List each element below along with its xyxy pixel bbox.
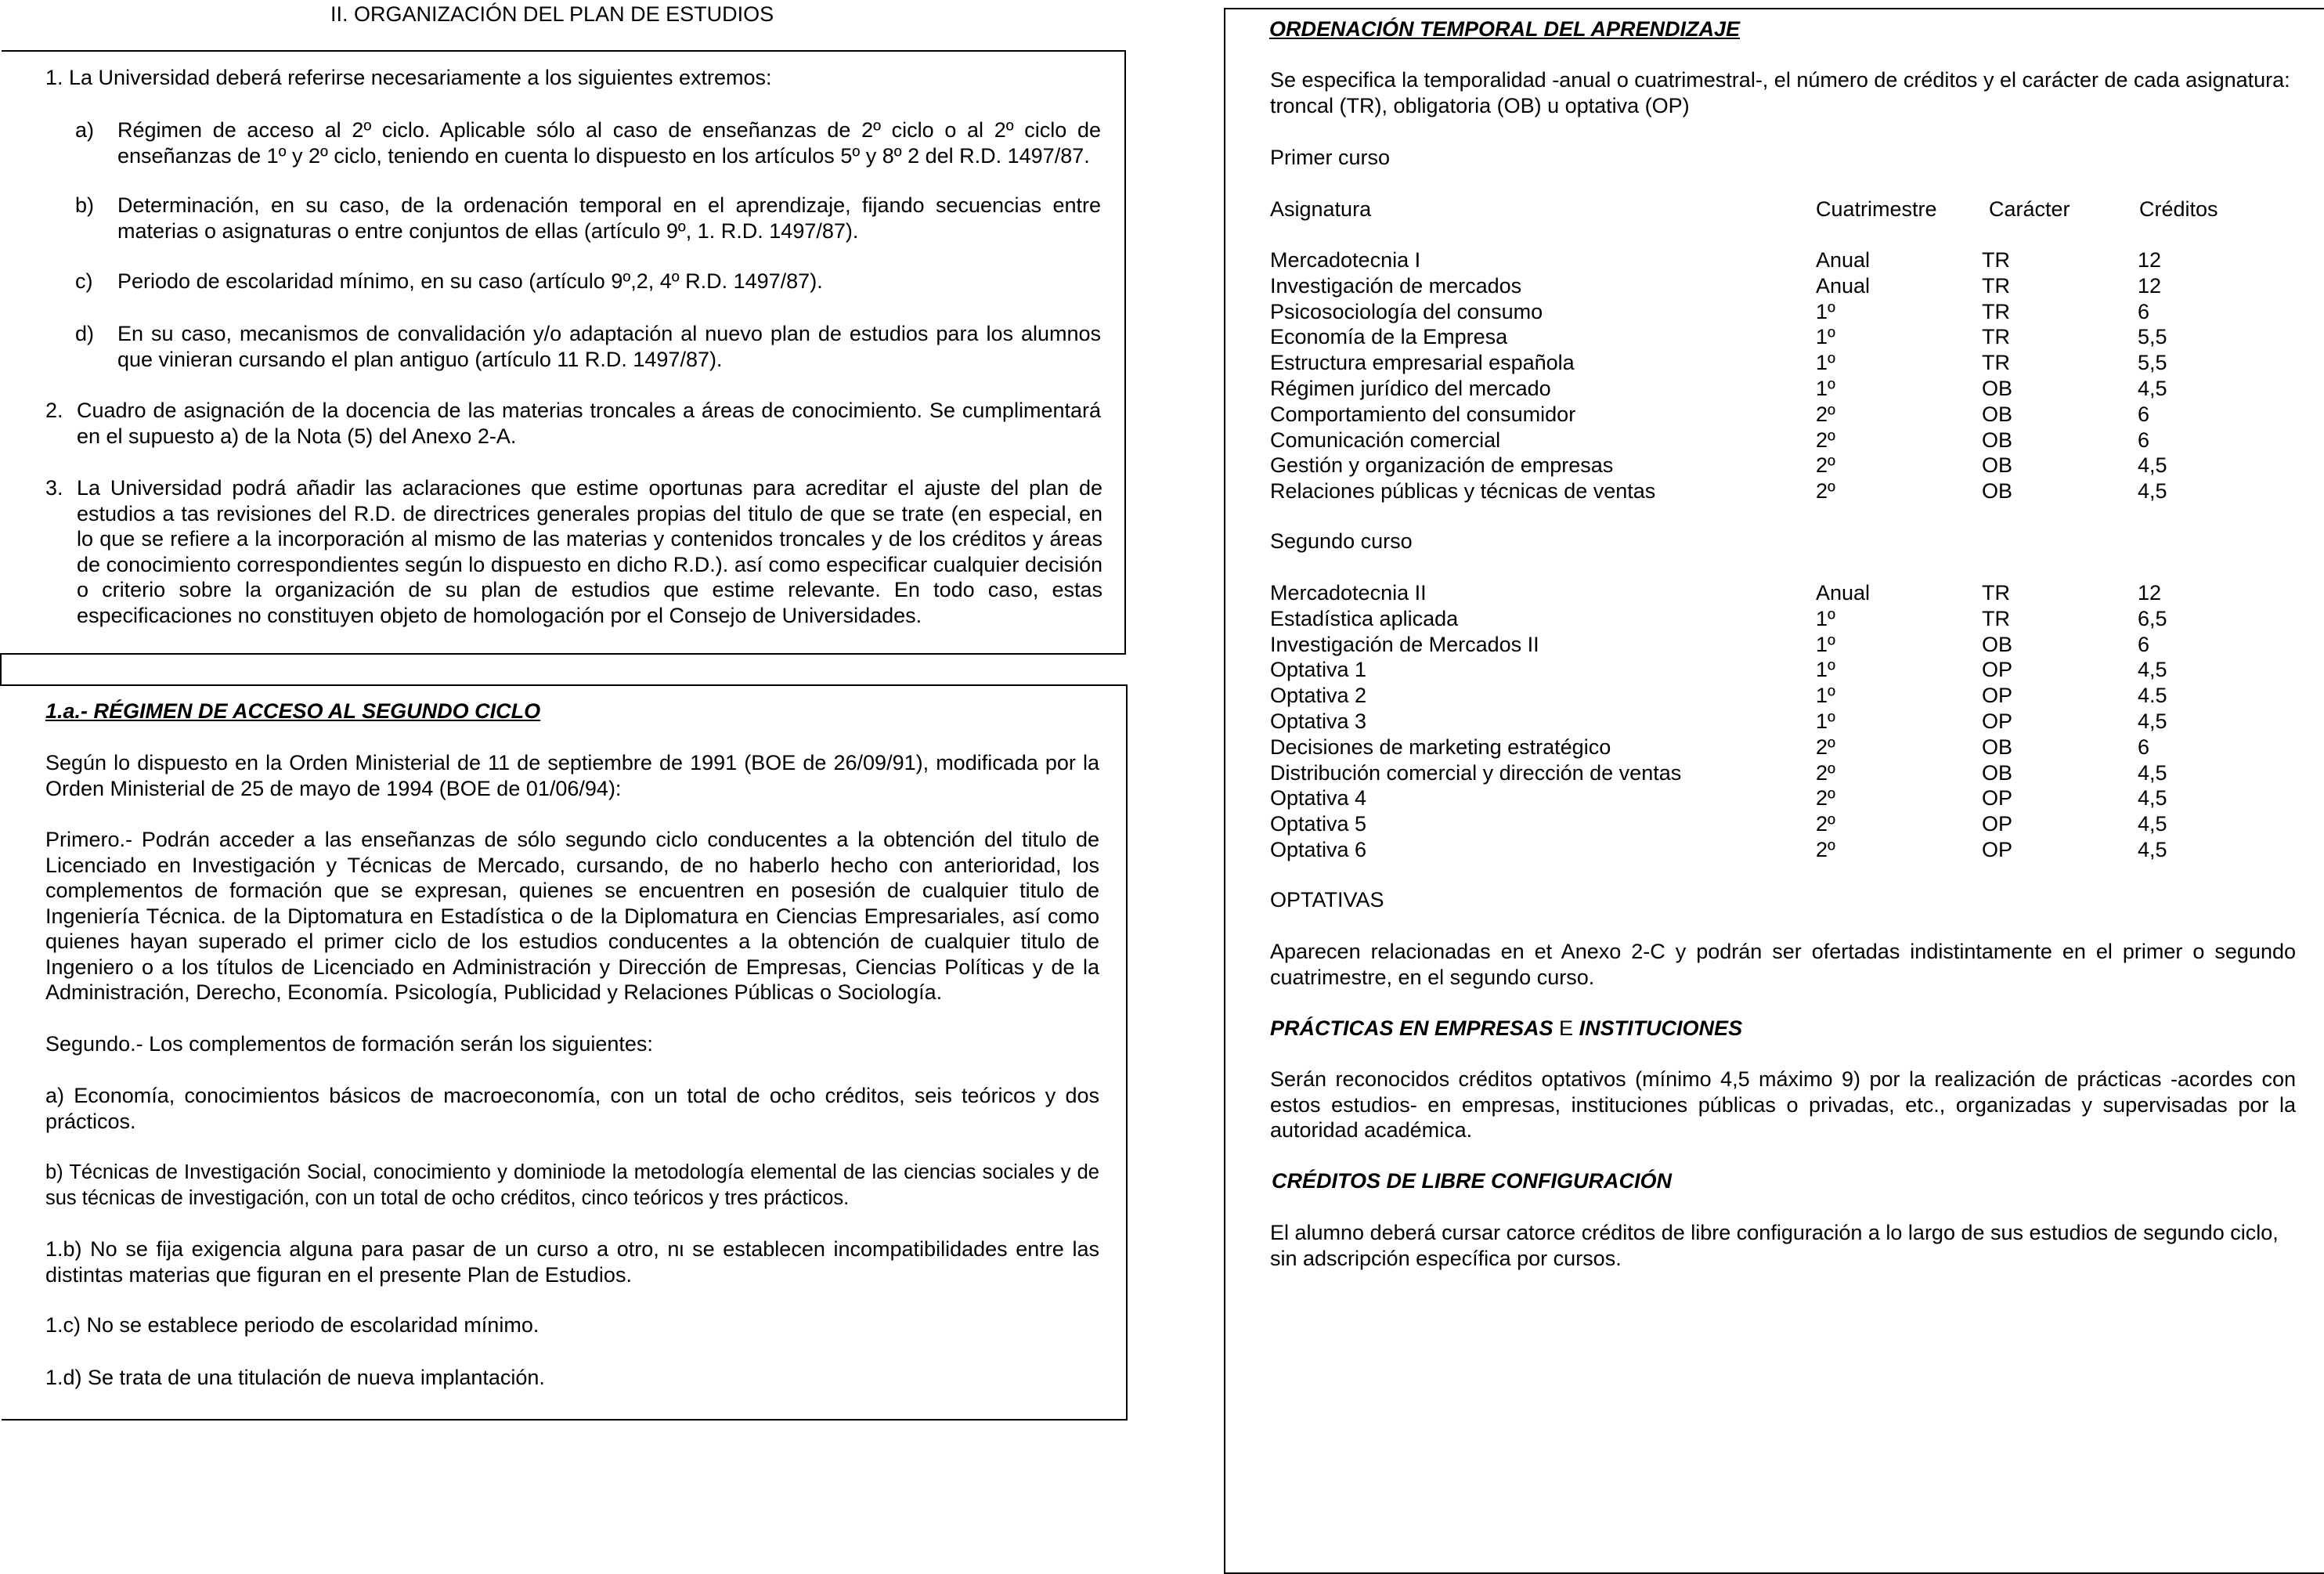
acceso-heading: 1.a.- RÉGIMEN DE ACCESO AL SEGUNDO CICLO [45, 699, 541, 723]
term-cell: 1º [1816, 632, 1835, 656]
subject-cell: Estadística aplicada [1270, 606, 1459, 630]
credits-cell: 6,5 [2138, 606, 2167, 630]
term-cell: 2º [1816, 735, 1835, 759]
type-cell: TR [1982, 273, 2010, 298]
table-row [1270, 350, 2210, 375]
table-row [1270, 606, 2210, 631]
credits-cell: 5,5 [2138, 325, 2167, 349]
acceso-p4: a) Economía, conocimientos básicos de macroeconomía, con un total de ocho créditos, seis teóricos y dos prácticos. [45, 1084, 1099, 1133]
credits-cell: 4,5 [2138, 760, 2167, 785]
term-cell: 2º [1816, 760, 1835, 785]
table-row [1270, 760, 2210, 785]
subject-cell: Mercadotecnia I [1270, 248, 1421, 272]
credits-cell: 4,5 [2138, 786, 2167, 810]
credits-cell: 5,5 [2138, 351, 2167, 375]
table-row [1270, 632, 2210, 657]
sub-marker: a) [75, 118, 95, 142]
credits-cell: 4,5 [2138, 479, 2167, 504]
table-row [1270, 811, 2210, 836]
type-cell: OP [1982, 684, 2013, 708]
type-cell: TR [1982, 606, 2010, 630]
type-cell: OB [1982, 428, 2013, 452]
subject-cell: Comportamiento del consumidor [1270, 402, 1576, 426]
credits-cell: 4,5 [2138, 812, 2167, 836]
subject-cell: Optativa 2 [1270, 684, 1367, 708]
table-row [1270, 657, 2210, 682]
term-cell: Anual [1816, 581, 1871, 605]
acceso-p1: Según lo dispuesto en la Orden Ministerial de 11 de septiembre de 1991 (BOE de 26/09/91), modificada por la Orden Ministerial de 25 de mayo de 1994 (BOE de 01/06/94): [45, 751, 1099, 800]
column-header: Créditos [2139, 197, 2218, 221]
subject-cell: Investigación de Mercados II [1270, 632, 1539, 656]
type-cell: OB [1982, 453, 2013, 478]
acceso-p6: 1.b) No se fija exigencia alguna para pasar de un curso a otro, nι se establecen incompatibilidades entre las distintas materias que figuran en el presente Plan de Estudios. [45, 1237, 1099, 1287]
sub-text: Determinación, en su caso, de la ordenación temporal en el aprendizaje, fijando secuencias entre materias o asignaturas o entre conjuntos de ellas (artículo 9º, 1. R.D. 1497/87). [117, 193, 1101, 243]
practicas-heading-a: PRÁCTICAS EN EMPRESAS [1270, 1016, 1554, 1040]
term-cell: 1º [1816, 658, 1835, 682]
term-cell: 2º [1816, 453, 1835, 478]
instruction-item-3 [45, 475, 1102, 628]
table-row [1270, 785, 2210, 810]
type-cell: OB [1982, 402, 2013, 426]
type-cell: OB [1982, 735, 2013, 759]
term-cell: 1º [1816, 351, 1835, 375]
practicas-heading-conj: E [1553, 1016, 1579, 1040]
sub-text: Régimen de acceso al 2º ciclo. Aplicable sólo al caso de enseñanzas de 2º ciclo o al 2º ciclo de enseñanzas de 1º y 2º ciclo, teniendo en cuenta lo dispuesto en los artículos 5º y 8º 2 del R.D. 1497/87. [117, 118, 1101, 168]
subject-cell: Régimen jurídico del mercado [1270, 377, 1551, 400]
instruction-sub-c [75, 269, 1101, 294]
subject-cell: Optativa 5 [1270, 812, 1367, 836]
subject-cell: Decisiones de marketing estratégico [1270, 735, 1611, 759]
ordenacion-heading: ORDENACIÓN TEMPORAL DEL APRENDIZAJE [1269, 17, 1741, 41]
subject-cell: Comunicación comercial [1270, 428, 1501, 452]
acceso-p7: 1.c) No se establece periodo de escolaridad mínimo. [45, 1313, 540, 1337]
table-row [1270, 324, 2210, 349]
credits-cell: 4,5 [2138, 838, 2167, 861]
creditos-text: El alumno deberá cursar catorce créditos de libre configuración a lo largo de sus estudios de segundo ciclo, sin adscripción específica por cursos. [1270, 1221, 2279, 1270]
credits-cell: 4,5 [2138, 709, 2167, 733]
type-cell: OP [1982, 838, 2013, 861]
type-cell: TR [1982, 248, 2010, 272]
subject-cell: Optativa 3 [1270, 709, 1367, 733]
acceso-p8: 1.d) Se trata de una titulación de nueva implantación. [45, 1366, 545, 1389]
term-cell: 2º [1816, 786, 1835, 810]
subject-cell: Relaciones públicas y técnicas de ventas [1270, 479, 1656, 504]
item-marker: 2. [45, 399, 63, 422]
column-header: Cuatrimestre [1816, 197, 1937, 221]
instruction-item-1: 1. La Universidad deberá referirse necesariamente a los siguientes extremos: [45, 66, 772, 89]
credits-cell: 6 [2138, 402, 2150, 426]
table-row [1270, 299, 2210, 324]
credits-cell: 4,5 [2138, 377, 2167, 400]
subject-cell: Optativa 6 [1270, 838, 1367, 861]
subject-cell: Investigación de mercados [1270, 273, 1522, 298]
acceso-p3: Segundo.- Los complementos de formación serán los siguientes: [45, 1032, 653, 1056]
credits-cell: 6 [2138, 632, 2150, 656]
term-cell: 1º [1816, 606, 1835, 630]
type-cell: OB [1982, 760, 2013, 785]
subject-cell: Optativa 4 [1270, 786, 1367, 810]
table-row [1270, 709, 2210, 734]
practicas-heading [1270, 1016, 1742, 1042]
credits-cell: 12 [2138, 581, 2162, 605]
type-cell: TR [1982, 299, 2010, 323]
credits-cell: 6 [2138, 428, 2150, 452]
credits-cell: 6 [2138, 299, 2150, 323]
subject-cell: Distribución comercial y dirección de ventas [1270, 760, 1682, 785]
type-cell: OP [1982, 812, 2013, 836]
instruction-item-2 [45, 398, 1101, 449]
subject-cell: Estructura empresarial española [1270, 351, 1575, 375]
type-cell: TR [1982, 325, 2010, 349]
credits-cell: 4.5 [2138, 684, 2167, 708]
term-cell: 1º [1816, 377, 1835, 400]
practicas-heading-b: INSTITUCIONES [1579, 1016, 1743, 1040]
subject-cell: Psicosociología del consumo [1270, 299, 1543, 323]
term-cell: Anual [1816, 273, 1871, 298]
type-cell: TR [1982, 581, 2010, 605]
acceso-p5: b) Técnicas de Investigación Social, conocimiento y dominiode la metodología elemental de las ciencias sociales y de sus técnicas de investigación, con un total de ocho créditos, cinco teóricos y tres prácticos. [45, 1161, 1099, 1209]
table-row [1270, 580, 2210, 605]
subject-cell: Economía de la Empresa [1270, 325, 1508, 349]
type-cell: OP [1982, 786, 2013, 810]
term-cell: 2º [1816, 479, 1835, 504]
table-row [1270, 735, 2210, 760]
item-text: La Universidad podrá añadir las aclaraciones que estime oportunas para acreditar el ajuste del plan de estudios a tas revisiones del R.D. de directrices generales propias del titulo de que se trate (en especial, en lo que se refiere a la incorporación al mismo de las materias y contenidos troncales y de los créditos y áreas de conocimiento correspondientes según lo dispuesto en dicho R.D.). así como especificar cualquier decisión o criterio sobre la organización de su plan de estudios que estime relevante. En todo caso, estas especificaciones no constituyen objeto de homologación por el Consejo de Universidades. [77, 476, 1102, 627]
sub-text: En su caso, mecanismos de convalidación y/o adaptación al nuevo plan de estudios para los alumnos que vinieran cursando el plan antiguo (artículo 11 R.D. 1497/87). [117, 322, 1101, 371]
term-cell: 2º [1816, 838, 1835, 861]
type-cell: OB [1982, 479, 2013, 504]
instruction-sub-d [75, 321, 1101, 372]
subject-cell: Mercadotecnia II [1270, 581, 1427, 605]
left-separator [0, 653, 2, 686]
term-cell: 2º [1816, 812, 1835, 836]
credits-cell: 12 [2138, 273, 2162, 298]
practicas-text: Serán reconocidos créditos optativos (mínimo 4,5 máximo 9) por la realización de prácticas -acordes con estos estudios- en empresas, instituciones públicas o privadas, etc., organizadas y supervisadas por la autoridad académica. [1270, 1067, 2296, 1142]
column-header: Carácter [1989, 197, 2070, 221]
creditos-heading: CRÉDITOS DE LIBRE CONFIGURACIÓN [1272, 1169, 1673, 1193]
term-cell: 2º [1816, 402, 1835, 426]
credits-cell: 4,5 [2138, 453, 2167, 478]
table-row [1270, 478, 2210, 504]
table-row [1270, 837, 2210, 862]
table-row [1270, 428, 2210, 453]
term-cell: 1º [1816, 299, 1835, 323]
instruction-sub-b [75, 193, 1101, 244]
type-cell: OB [1982, 632, 2013, 656]
subject-cell: Gestión y organización de empresas [1270, 453, 1614, 478]
column-header: Asignatura [1270, 197, 1372, 221]
acceso-p2: Primero.- Podrán acceder a las enseñanzas de sólo segundo ciclo conducentes a la obtención del titulo de Licenciado en Investigación y Técnicas de Mercado, cursando, de no haberlo hecho con anterioridad, los complementos de formación que se expresan, quienes se encuentren en posesión de cualquier titulo de Ingeniería Técnica. de la Diptomatura en Estadística o de la Diplomatura en Ciencias Empresariales, así como quienes hayan superado el primer ciclo de los estudios conducentes a la obtención de cualquier titulo de Ingeniero o a los títulos de Licenciado en Administración y Dirección de Empresas, Ciencias Políticas y de la Administración, Derecho, Economía. Psicología, Publicidad y Relaciones Públicas o Sociología. [45, 828, 1099, 1004]
sub-text: Periodo de escolaridad mínimo, en su caso (artículo 9º,2, 4º R.D. 1497/87). [117, 269, 823, 293]
sub-marker: d) [75, 322, 95, 345]
item-marker: 3. [45, 476, 63, 500]
table-row [1270, 247, 2210, 273]
term-cell: 1º [1816, 709, 1835, 733]
credits-cell: 4,5 [2138, 658, 2167, 682]
term-cell: 1º [1816, 684, 1835, 708]
term-cell: 2º [1816, 428, 1835, 452]
table-header [1270, 197, 2218, 222]
table-row [1270, 402, 2210, 427]
table-row [1270, 453, 2210, 478]
type-cell: OP [1982, 709, 2013, 733]
credits-cell: 6 [2138, 735, 2150, 759]
instruction-sub-a [75, 117, 1101, 168]
optativas-text: Aparecen relacionadas en et Anexo 2-C y podrán ser ofertadas indistintamente en el primer o segundo cuatrimestre, en el segundo curso. [1270, 940, 2296, 989]
sub-marker: b) [75, 193, 95, 217]
term-cell: 1º [1816, 325, 1835, 349]
first-course-title: Primer curso [1270, 146, 1391, 169]
table-row [1270, 376, 2210, 401]
page-title: II. ORGANIZACIÓN DEL PLAN DE ESTUDIOS [330, 2, 774, 26]
sub-marker: c) [75, 269, 93, 293]
credits-cell: 12 [2138, 248, 2162, 272]
table-row [1270, 273, 2210, 298]
subject-cell: Optativa 1 [1270, 658, 1367, 682]
type-cell: OB [1982, 377, 2013, 400]
second-course-title: Segundo curso [1270, 529, 1413, 553]
type-cell: TR [1982, 351, 2010, 375]
table-row [1270, 683, 2210, 708]
term-cell: Anual [1816, 248, 1871, 272]
type-cell: OP [1982, 658, 2013, 682]
item-text: Cuadro de asignación de la docencia de las materias troncales a áreas de conocimiento. Se cumplimentará en el supuesto a) de la Nota (5) del Anexo 2-A. [77, 399, 1101, 448]
ordenacion-intro: Se especifica la temporalidad -anual o cuatrimestral-, el número de créditos y el carácter de cada asignatura: troncal (TR), obligatoria (OB) u optativa (OP) [1270, 68, 2290, 117]
optativas-title: OPTATIVAS [1270, 888, 1384, 912]
